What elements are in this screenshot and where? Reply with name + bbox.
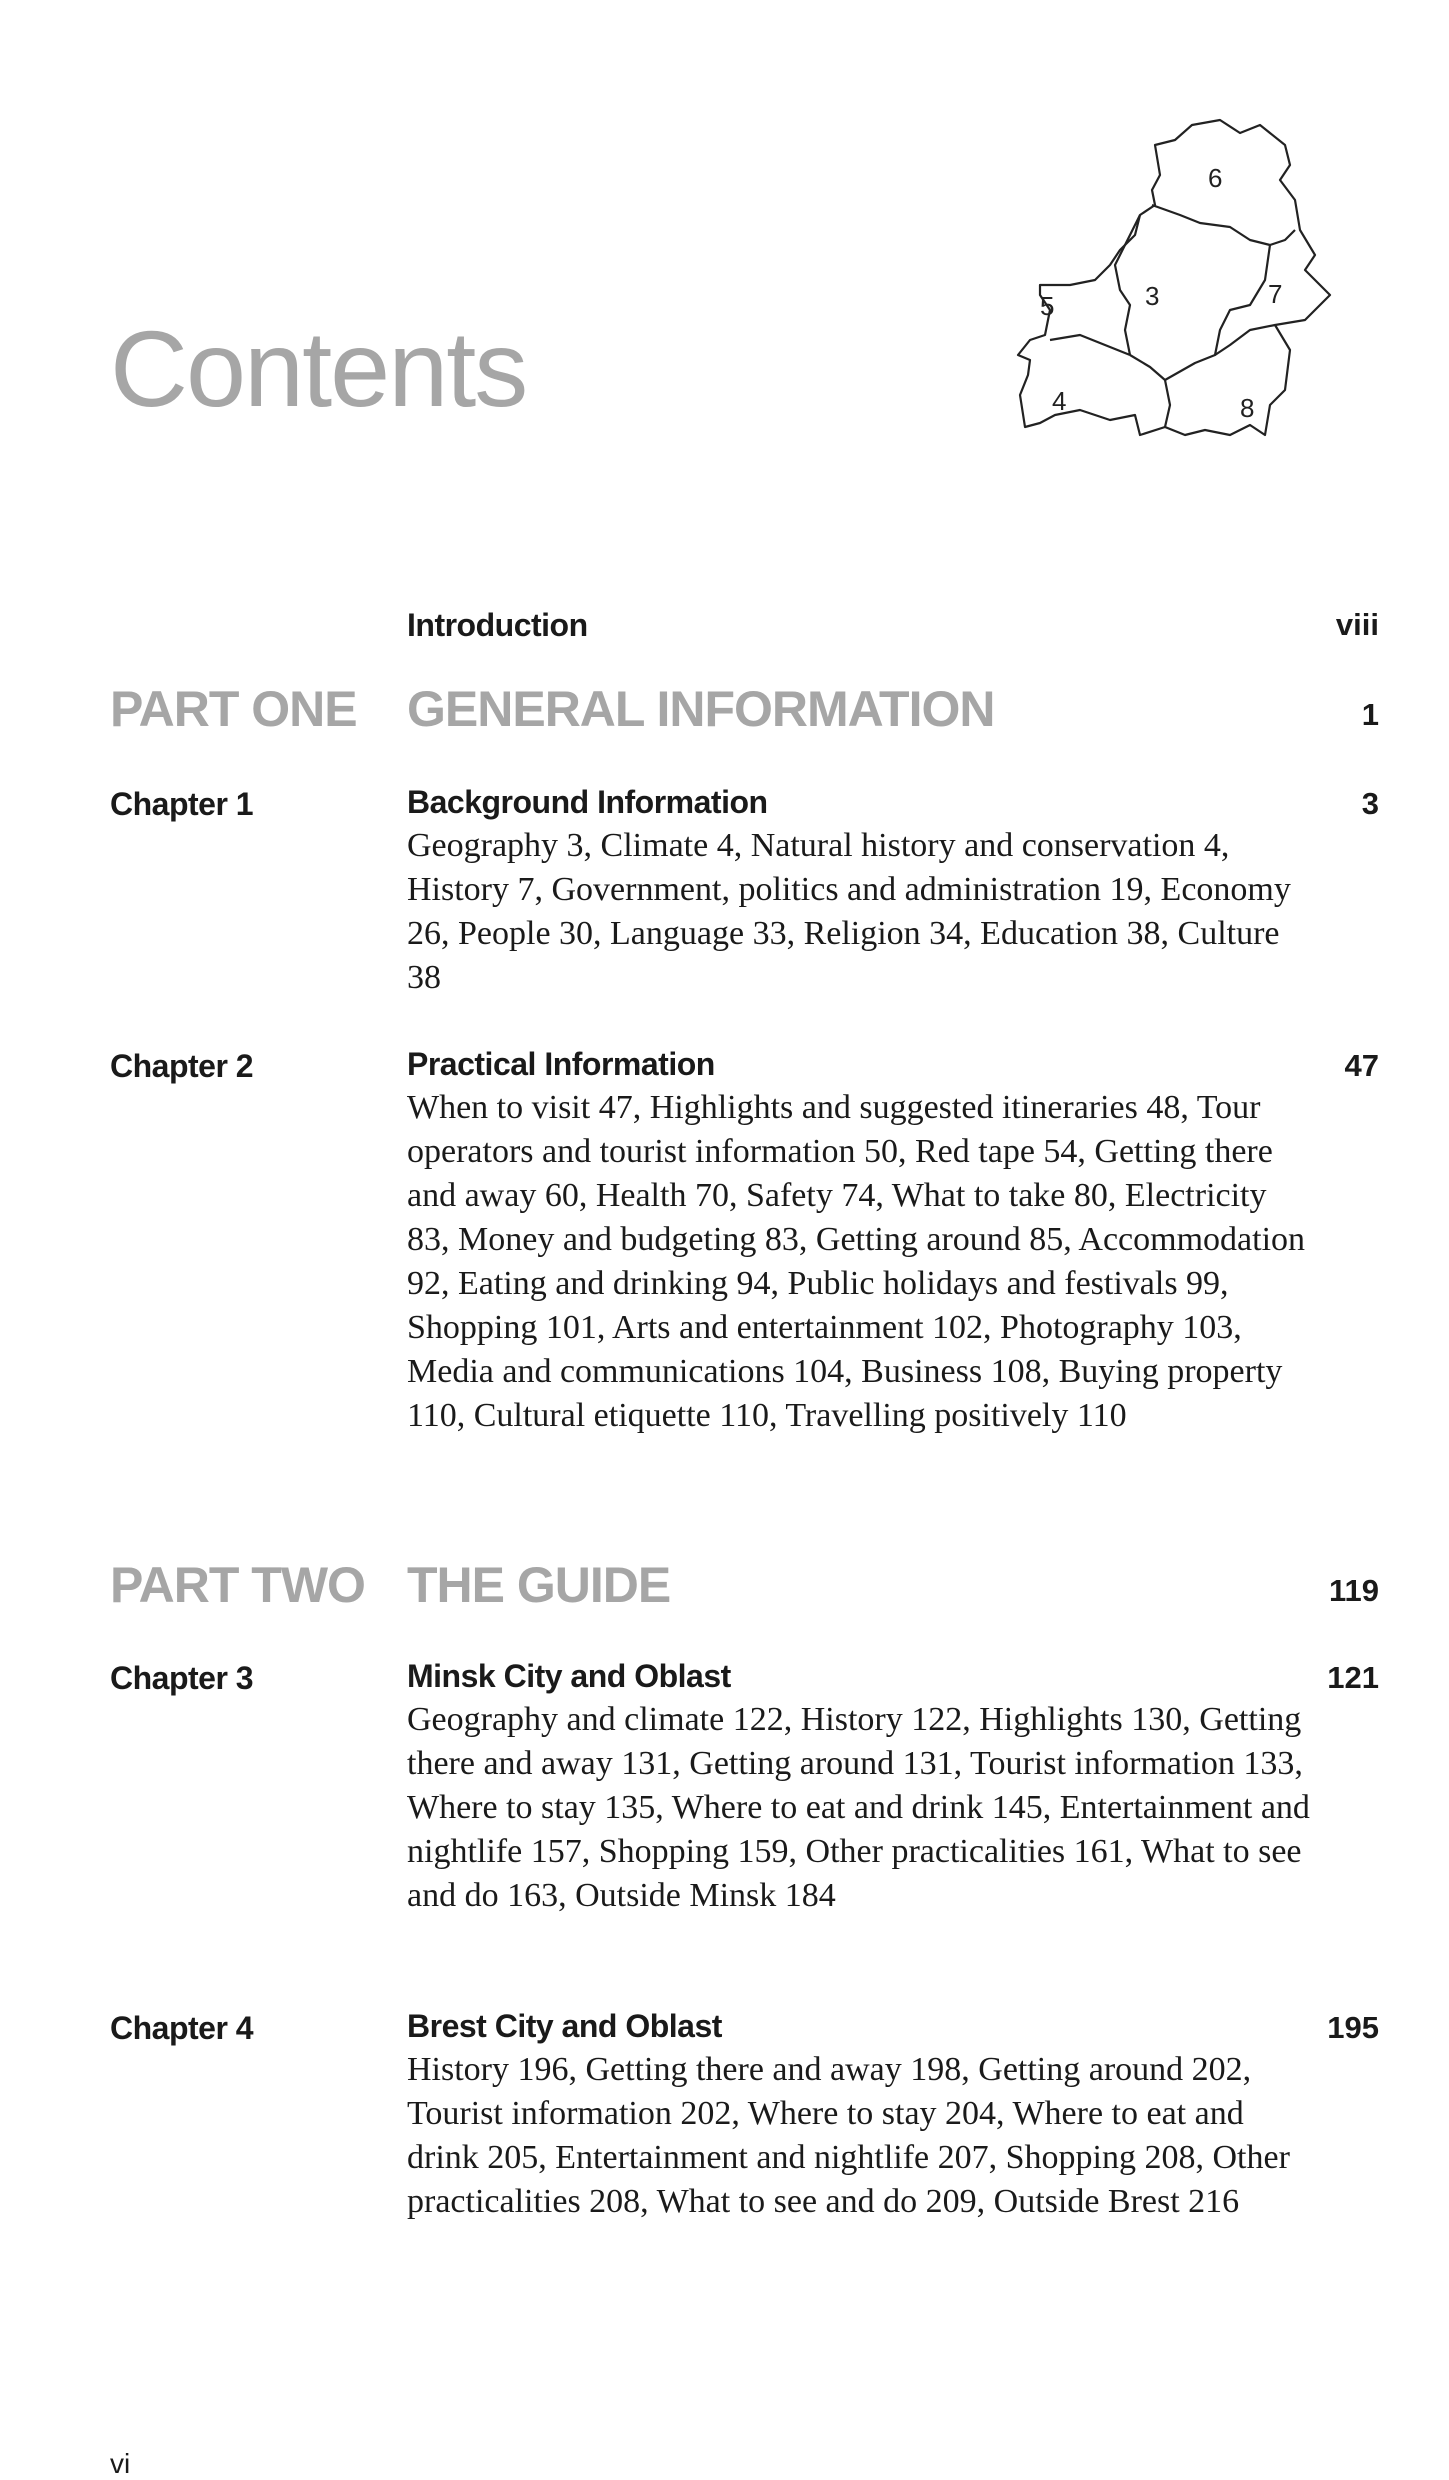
page-title: Contents xyxy=(110,308,527,429)
map-label-6: 6 xyxy=(1208,163,1223,193)
chapter-3-page: 121 xyxy=(1327,1660,1379,1695)
page-number: vi xyxy=(110,2448,131,2479)
chapter-1-description: Geography 3, Climate 4, Natural history and conservation 4, History 7, Government, politics and administration 19, Economy 26, People 30, Language 33, Religion 34, Education 38, Culture 38 xyxy=(407,827,1291,996)
part-two-title: THE GUIDE xyxy=(407,1557,671,1613)
chapter-3-title: Minsk City and Oblast xyxy=(407,1658,731,1694)
map-label-4: 4 xyxy=(1052,386,1067,416)
chapter-2-description: When to visit 47, Highlights and suggested itineraries 48, Tour operators and tourist information 50, Red tape 54, Getting there and away 60, Health 70, Safety 74, What to take 80, Electricity 83, Money and budgeting 83, Getting around 85, Accommodation 92, Eating and drinking 94, Public holidays and festivals 99, Shopping 101, Arts and entertainment 102, Photography 103, Media and communications 104, Business 108, Buying property 110, Cultural etiquette 110, Travelling positively 110 xyxy=(407,1089,1306,1434)
introduction-page: viii xyxy=(1335,607,1379,642)
introduction-title: Introduction xyxy=(407,607,588,643)
chapter-4-description: History 196, Getting there and away 198, Getting around 202, Tourist information 202, Where to stay 204, Where to eat and drink 205, Entertainment and nightlife 207, Shopping 208, Other practicalities 208, What to see and do 209, Outside Brest 216 xyxy=(407,2051,1290,2220)
chapter-1-entry xyxy=(407,780,1317,1000)
part-two-label: PART TWO xyxy=(110,1557,365,1613)
chapter-2-page: 47 xyxy=(1344,1048,1379,1083)
chapter-1-label: Chapter 1 xyxy=(110,786,254,822)
map-label-8: 8 xyxy=(1240,393,1255,423)
chapter-1-page: 3 xyxy=(1361,786,1379,821)
chapter-2-label: Chapter 2 xyxy=(110,1048,254,1084)
part-one-title: GENERAL INFORMATION xyxy=(407,681,995,737)
chapter-4-title: Brest City and Oblast xyxy=(407,2008,722,2044)
chapter-2-entry xyxy=(407,1042,1317,1438)
map-label-5: 5 xyxy=(1040,291,1055,321)
chapter-2-title: Practical Information xyxy=(407,1046,715,1082)
chapter-3-entry xyxy=(407,1654,1317,1918)
region-map xyxy=(930,105,1380,515)
map-label-3: 3 xyxy=(1145,281,1160,311)
part-one-label: PART ONE xyxy=(110,681,357,737)
chapter-4-page: 195 xyxy=(1327,2010,1379,2045)
chapter-4-label: Chapter 4 xyxy=(110,2010,254,2046)
chapter-3-label: Chapter 3 xyxy=(110,1660,254,1696)
map-label-7: 7 xyxy=(1268,279,1283,309)
part-two-page: 119 xyxy=(1328,1573,1379,1608)
chapter-4-entry xyxy=(407,2004,1317,2224)
part-one-page: 1 xyxy=(1361,697,1379,732)
chapter-3-description: Geography and climate 122, History 122, Highlights 130, Getting there and away 131, Getting around 131, Tourist information 133, Where to stay 135, Where to eat and drink 145, Entertainment and nightlife 157, Shopping 159, Other practicalities 161, What to see and do 163, Outside Minsk 184 xyxy=(407,1701,1310,1914)
chapter-1-title: Background Information xyxy=(407,784,768,820)
